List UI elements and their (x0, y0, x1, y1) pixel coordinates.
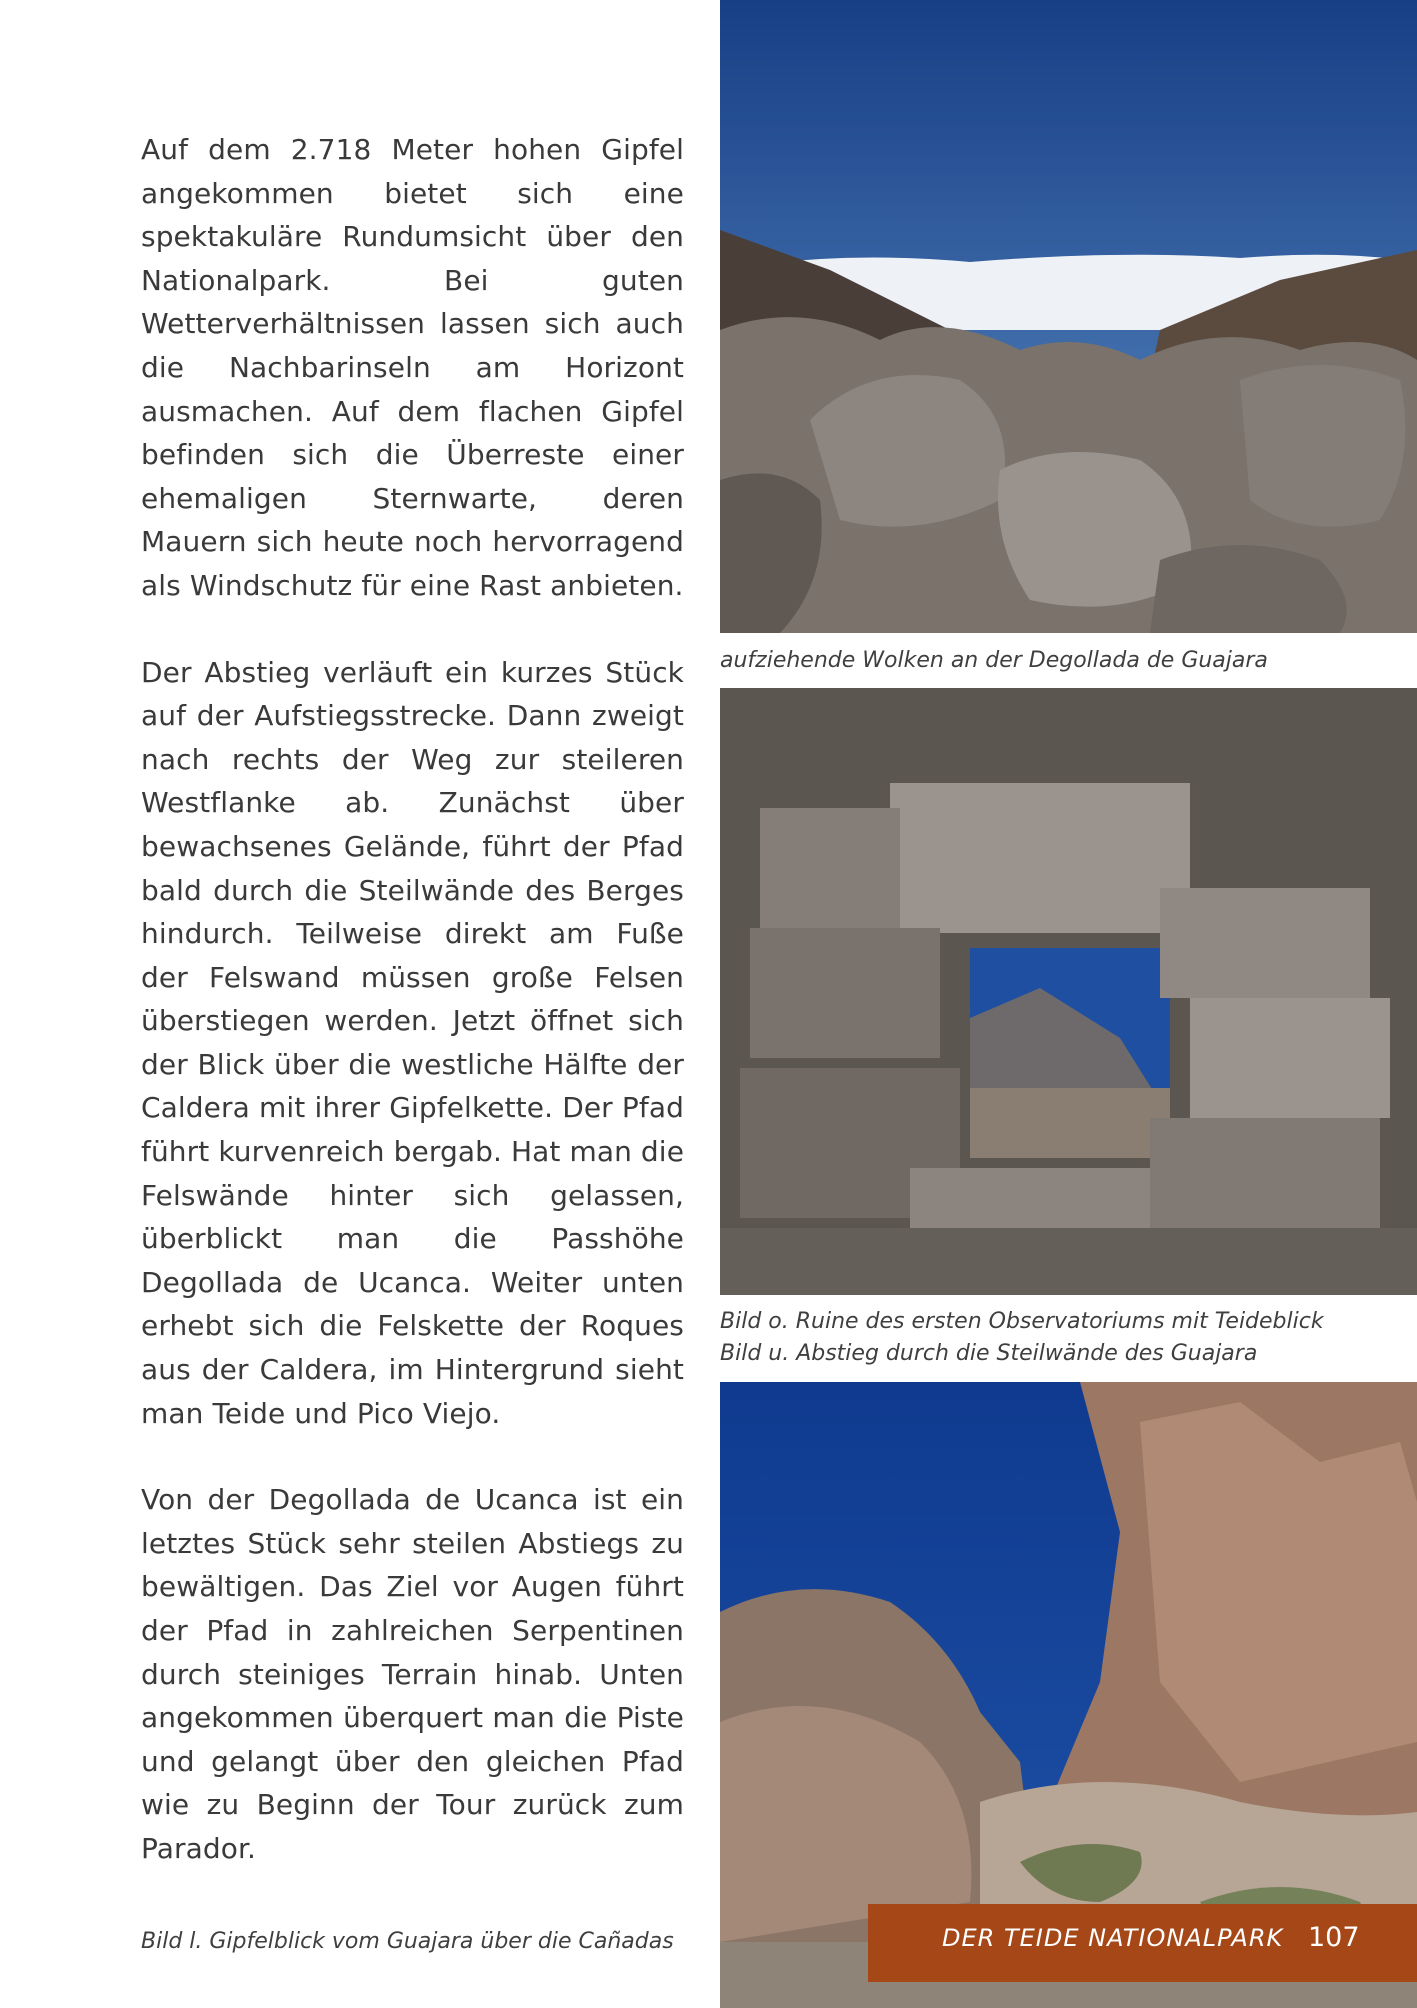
caption-photo-top: aufziehende Wolken an der Degollada de Guajara (720, 648, 1268, 673)
caption-photo-middle-1: Bild o. Ruine des ersten Observatoriums mit Teideblick (720, 1309, 1324, 1334)
page-number: 107 (1308, 1922, 1360, 1953)
body-text-column (141, 128, 684, 1871)
paragraph-descent: Der Abstieg verläuft ein kurzes Stück auf der Aufstiegsstrecke. Dann zweigt nach rechts der Weg zur steileren Westflanke ab. Zunächst über bewachsenes Gelände, führt der Pfad bald durch die Steilwände des Berges hindurch. Teilweise direkt am Fuße der Felswand müssen große Felsen überstiegen werden. Jetzt öffnet sich der Blick über die westliche Hälfte der Caldera mit ihrer Gipfelkette. Der Pfad führt kurvenreich bergab. Hat man die Felswände hinter sich gelassen, überblickt man die Passhöhe Degollada de Ucanca. Weiter unten erhebt sich die Felskette der Roques aus der Caldera, im Hintergrund sieht man Teide und Pico Viejo. (141, 655, 685, 1430)
paragraph-final-descent: Von der Degollada de Ucanca ist ein letztes Stück sehr steilen Abstiegs zu bewältigen. Das Ziel vor Augen führt der Pfad in zahlreichen Serpentinen durch steiniges Terrain hinab. Unten angekommen überquert man die Piste und gelangt über den gleichen Pfad wie zu Beginn der Tour zurück zum Parador. (141, 1483, 684, 1865)
caption-photo-middle-2: Bild u. Abstieg durch die Steilwände des Guajara (720, 1341, 1258, 1366)
photo-observatory-ruin (720, 688, 1417, 1295)
footer-section-title: DER TEIDE NATIONALPARK (942, 1924, 1284, 1952)
paragraph-summit: Auf dem 2.718 Meter hohen Gipfel angekommen bietet sich eine spektakuläre Rundumsicht über den Nationalpark. Bei guten Wetterverhältnissen lassen sich auch die Nachbarinseln am Horizont ausmachen. Auf dem flachen Gipfel befinden sich die Überreste einer ehemaligen Sternwarte, deren Mauern sich heute noch hervorragend als Windschutz für eine Rast anbieten. (141, 133, 684, 602)
photo-clouds-degollada (720, 0, 1417, 633)
caption-left-bottom: Bild l. Gipfelblick vom Guajara über die Cañadas (141, 1929, 674, 1954)
